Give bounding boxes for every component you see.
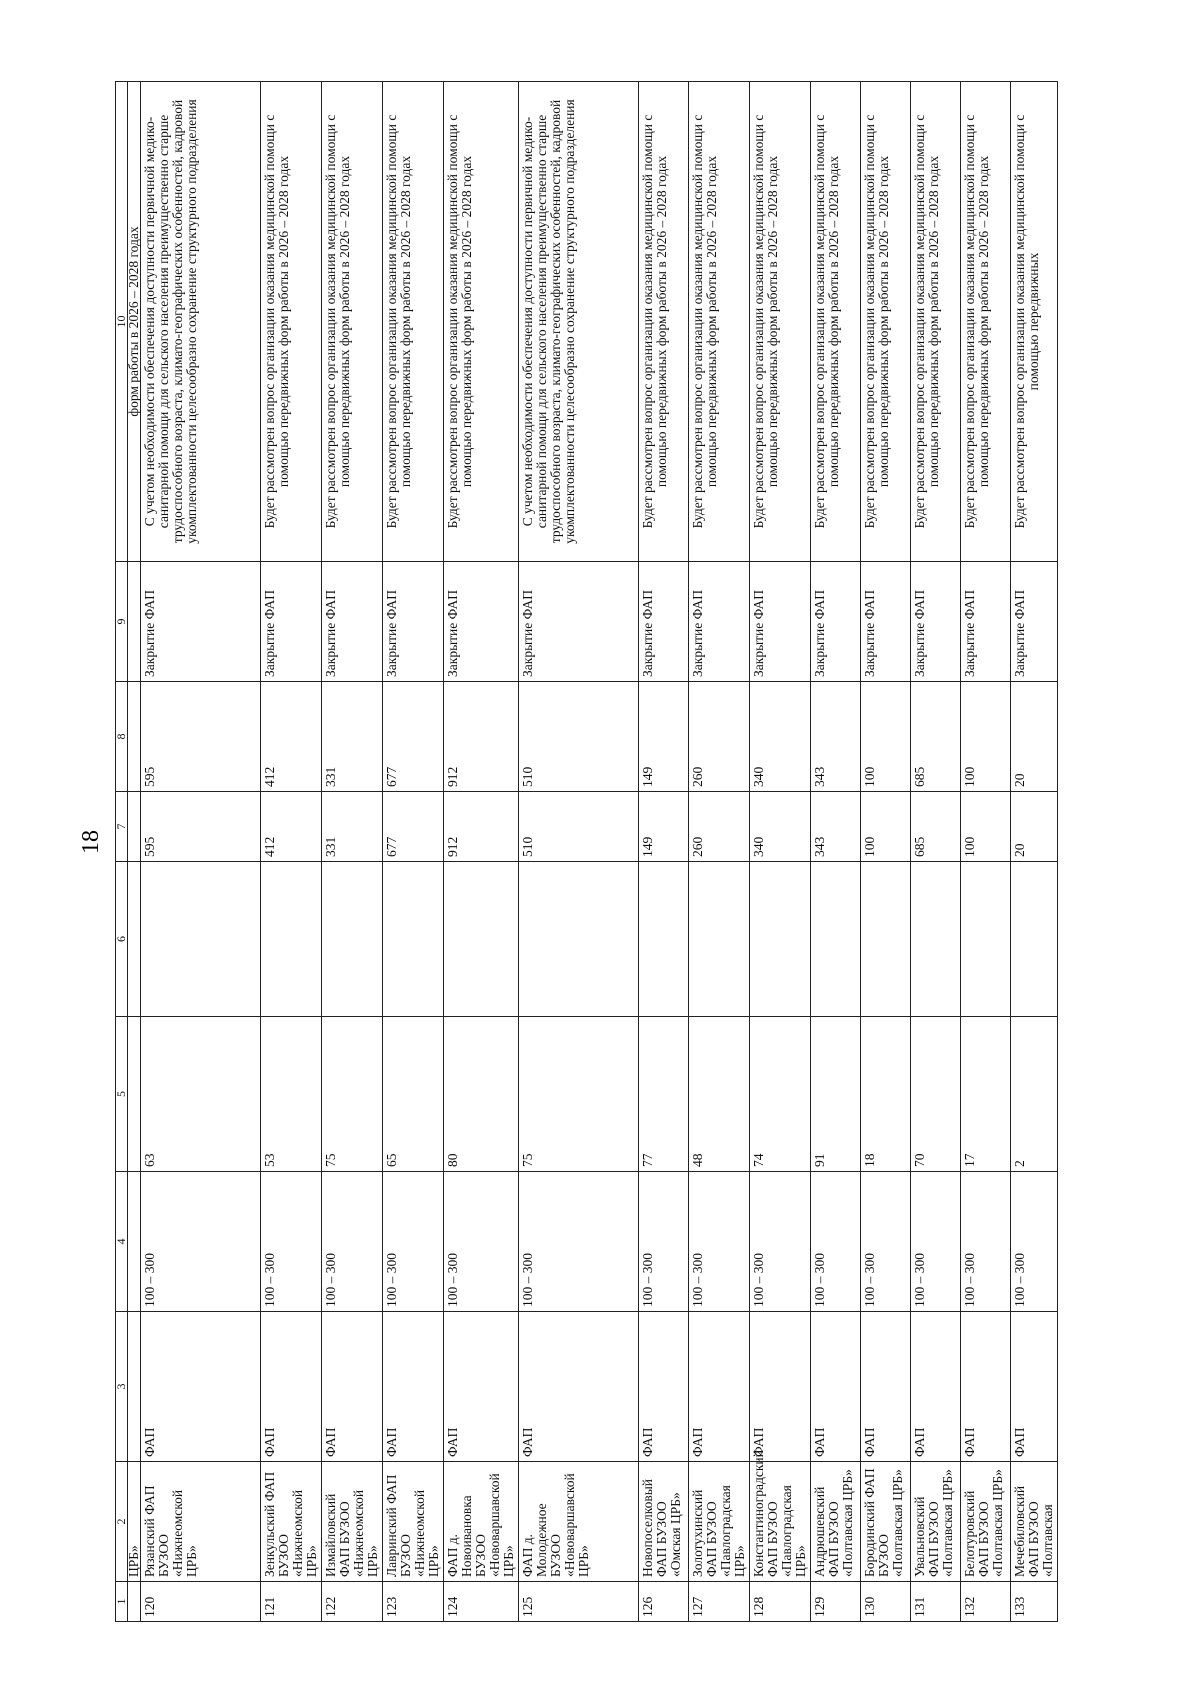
column-number: 5 [116, 1017, 128, 1172]
planned-action: Закрытие ФАП [811, 562, 861, 682]
population-range: 100 – 300 [141, 1172, 261, 1312]
cell-col6 [639, 862, 689, 1017]
facility-name: Константиноградский ФАП БУЗОО «Павлоградская ЦРБ» [750, 1462, 811, 1582]
table-row [322, 82, 383, 1622]
facility-type: ФАП [961, 1312, 1011, 1462]
facility-type: ФАП [750, 1312, 811, 1462]
continuation-cell [128, 1017, 141, 1172]
table-row [639, 82, 689, 1622]
cell-col6 [1011, 862, 1058, 1017]
planned-action: Закрытие ФАП [961, 562, 1011, 682]
cell-col8: 20 [1011, 682, 1058, 792]
cell-col5: 17 [961, 1017, 1011, 1172]
planned-action: Закрытие ФАП [750, 562, 811, 682]
cell-col7: 677 [383, 792, 444, 862]
cell-col5: 70 [911, 1017, 961, 1172]
facility-name: Мечебиловский ФАП БУЗОО «Полтавская [1011, 1462, 1058, 1582]
comment: Будет рассмотрен вопрос организации оказания медицинской помощи с помощью передвижных форм работы в 2026 – 2028 годах [639, 82, 689, 562]
cell-col7: 100 [861, 792, 911, 862]
row-number: 133 [1011, 1582, 1058, 1622]
comment: Будет рассмотрен вопрос организации оказания медицинской помощи с помощью передвижных форм работы в 2026 – 2028 годах [383, 82, 444, 562]
page-number: 18 [77, 830, 104, 854]
cell-col7: 149 [639, 792, 689, 862]
row-number: 132 [961, 1582, 1011, 1622]
cell-col5: 53 [261, 1017, 322, 1172]
facility-type: ФАП [911, 1312, 961, 1462]
cell-col5: 80 [444, 1017, 519, 1172]
facility-name: Рязанский ФАП БУЗОО «Нижнеомской ЦРБ» [141, 1462, 261, 1582]
comment: Будет рассмотрен вопрос организации оказания медицинской помощи с помощью передвижных форм работы в 2026 – 2028 годах [911, 82, 961, 562]
cell-col8: 343 [811, 682, 861, 792]
cell-col5: 48 [689, 1017, 750, 1172]
facility-name: Увальновский ФАП БУЗОО «Полтавская ЦРБ» [911, 1462, 961, 1582]
column-number: 6 [116, 862, 128, 1017]
row-number: 129 [811, 1582, 861, 1622]
comment: С учетом необходимости обеспечения доступности первичной медико-санитарной помощи для сельского населения преимущественно старше трудоспособного возраста, климато-географических особенностей, кадровой укомплектованности целесообразно сохранение структурного подразделения [141, 82, 261, 562]
cell-col8: 340 [750, 682, 811, 792]
facility-name: Бородинский ФАП БУЗОО «Полтавская ЦРБ» [861, 1462, 911, 1582]
facility-type: ФАП [383, 1312, 444, 1462]
row-number: 126 [639, 1582, 689, 1622]
facility-name: Андрюшевский ФАП БУЗОО «Полтавская ЦРБ» [811, 1462, 861, 1582]
population-range: 100 – 300 [961, 1172, 1011, 1312]
row-number: 121 [261, 1582, 322, 1622]
facility-name: ФАП д. Молодежное БУЗОО «Нововаршавской ЦРБ» [519, 1462, 639, 1582]
continuation-cell: ЦРБ» [128, 1462, 141, 1582]
facility-name: Белотуровский ФАП БУЗОО «Полтавская ЦРБ» [961, 1462, 1011, 1582]
row-number: 127 [689, 1582, 750, 1622]
comment: Будет рассмотрен вопрос организации оказания медицинской помощи с помощью передвижных форм работы в 2026 – 2028 годах [861, 82, 911, 562]
planned-action: Закрытие ФАП [444, 562, 519, 682]
comment: Будет рассмотрен вопрос организации оказания медицинской помощи с помощью передвижных форм работы в 2026 – 2028 годах [750, 82, 811, 562]
cell-col6 [141, 862, 261, 1017]
cell-col7: 510 [519, 792, 639, 862]
row-number: 124 [444, 1582, 519, 1622]
planned-action: Закрытие ФАП [383, 562, 444, 682]
continuation-cell [128, 862, 141, 1017]
population-range: 100 – 300 [261, 1172, 322, 1312]
comment: Будет рассмотрен вопрос организации оказания медицинской помощи с помощью передвижных форм работы в 2026 – 2028 годах [261, 82, 322, 562]
comment: Будет рассмотрен вопрос организации оказания медицинской помощи с помощью передвижных форм работы в 2026 – 2028 годах [322, 82, 383, 562]
cell-col5: 91 [811, 1017, 861, 1172]
cell-col8: 149 [639, 682, 689, 792]
facility-type: ФАП [519, 1312, 639, 1462]
continuation-cell [128, 1582, 141, 1622]
cell-col7: 685 [911, 792, 961, 862]
column-number: 8 [116, 682, 128, 792]
row-number: 130 [861, 1582, 911, 1622]
continuation-cell [128, 1312, 141, 1462]
facility-type: ФАП [689, 1312, 750, 1462]
continuation-cell [128, 1172, 141, 1312]
cell-col6 [911, 862, 961, 1017]
facility-type: ФАП [322, 1312, 383, 1462]
planned-action: Закрытие ФАП [689, 562, 750, 682]
comment: Будет рассмотрен вопрос организации оказания медицинской помощи с помощью передвижных форм работы в 2026 – 2028 годах [444, 82, 519, 562]
cell-col5: 77 [639, 1017, 689, 1172]
row-number: 122 [322, 1582, 383, 1622]
cell-col6 [750, 862, 811, 1017]
population-range: 100 – 300 [811, 1172, 861, 1312]
comment: Будет рассмотрен вопрос организации оказания медицинской помощи с помощью передвижных форм работы в 2026 – 2028 годах [689, 82, 750, 562]
cell-col6 [261, 862, 322, 1017]
cell-col5: 63 [141, 1017, 261, 1172]
facility-type: ФАП [1011, 1312, 1058, 1462]
cell-col8: 100 [861, 682, 911, 792]
cell-col6 [383, 862, 444, 1017]
column-number: 9 [116, 562, 128, 682]
cell-col8: 100 [961, 682, 1011, 792]
cell-col8: 412 [261, 682, 322, 792]
cell-col6 [444, 862, 519, 1017]
population-range: 100 – 300 [383, 1172, 444, 1312]
column-number: 7 [116, 792, 128, 862]
planned-action: Закрытие ФАП [1011, 562, 1058, 682]
facility-type: ФАП [444, 1312, 519, 1462]
column-number: 4 [116, 1172, 128, 1312]
cell-col5: 74 [750, 1017, 811, 1172]
continuation-cell [128, 682, 141, 792]
cell-col8: 260 [689, 682, 750, 792]
planned-action: Закрытие ФАП [639, 562, 689, 682]
cell-col5: 65 [383, 1017, 444, 1172]
facility-type: ФАП [141, 1312, 261, 1462]
cell-col6 [861, 862, 911, 1017]
cell-col6 [811, 862, 861, 1017]
planned-action: Закрытие ФАП [911, 562, 961, 682]
cell-col8: 595 [141, 682, 261, 792]
planned-action: Закрытие ФАП [261, 562, 322, 682]
comment: Будет рассмотрен вопрос организации оказания медицинской помощи с помощью передвижных форм работы в 2026 – 2028 годах [961, 82, 1011, 562]
planned-action: Закрытие ФАП [519, 562, 639, 682]
cell-col7: 20 [1011, 792, 1058, 862]
cell-col8: 510 [519, 682, 639, 792]
column-number: 3 [116, 1312, 128, 1462]
population-range: 100 – 300 [322, 1172, 383, 1312]
cell-col8: 677 [383, 682, 444, 792]
cell-col7: 260 [689, 792, 750, 862]
facility-type: ФАП [861, 1312, 911, 1462]
row-number: 123 [383, 1582, 444, 1622]
cell-col7: 595 [141, 792, 261, 862]
cell-col6 [519, 862, 639, 1017]
continuation-cell [128, 792, 141, 862]
population-range: 100 – 300 [750, 1172, 811, 1312]
facility-name: Лавринский ФАП БУЗОО «Нижнеомской ЦРБ» [383, 1462, 444, 1582]
facility-name: Измайловский ФАП БУЗОО «Нижнеомской ЦРБ» [322, 1462, 383, 1582]
table-row [689, 82, 750, 1622]
row-number: 120 [141, 1582, 261, 1622]
planned-action: Закрытие ФАП [861, 562, 911, 682]
planned-action: Закрытие ФАП [141, 562, 261, 682]
cell-col7: 100 [961, 792, 1011, 862]
table-row [811, 82, 861, 1622]
table-row [141, 82, 261, 1622]
cell-col5: 18 [861, 1017, 911, 1172]
cell-col6 [689, 862, 750, 1017]
column-number: 1 [116, 1582, 128, 1622]
table-row [444, 82, 519, 1622]
comment: С учетом необходимости обеспечения доступности первичной медико-санитарной помощи для сельского населения преимущественно старше трудоспособного возраста, климато-географических особенностей, кадровой укомплектованности целесообразно сохранение структурного подразделения [519, 82, 639, 562]
row-number: 131 [911, 1582, 961, 1622]
column-number: 10 [116, 82, 128, 562]
cell-col7: 331 [322, 792, 383, 862]
cell-col8: 331 [322, 682, 383, 792]
cell-col7: 912 [444, 792, 519, 862]
facility-name: Новопоселковый ФАП БУЗОО «Омская ЦРБ» [639, 1462, 689, 1582]
facility-name: Зенкульский ФАП БУЗОО «Нижнеомской ЦРБ» [261, 1462, 322, 1582]
table-row [1011, 82, 1058, 1622]
population-range: 100 – 300 [689, 1172, 750, 1312]
continuation-row [128, 82, 141, 1622]
row-number: 128 [750, 1582, 811, 1622]
continuation-cell [128, 562, 141, 682]
table-row [519, 82, 639, 1622]
population-range: 100 – 300 [861, 1172, 911, 1312]
facility-name: Золотухинский ФАП БУЗОО «Павлоградская ЦРБ» [689, 1462, 750, 1582]
cell-col7: 340 [750, 792, 811, 862]
comment: Будет рассмотрен вопрос организации оказания медицинской помощи с помощью передвижных форм работы в 2026 – 2028 годах [811, 82, 861, 562]
cell-col7: 412 [261, 792, 322, 862]
cell-col8: 912 [444, 682, 519, 792]
population-range: 100 – 300 [911, 1172, 961, 1312]
facilities-table [115, 81, 1058, 1622]
population-range: 100 – 300 [519, 1172, 639, 1312]
table-row [383, 82, 444, 1622]
table-row [961, 82, 1011, 1622]
facility-type: ФАП [261, 1312, 322, 1462]
rotated-table-wrapper [115, 82, 1055, 1622]
row-number: 125 [519, 1582, 639, 1622]
population-range: 100 – 300 [639, 1172, 689, 1312]
table-row [861, 82, 911, 1622]
population-range: 100 – 300 [1011, 1172, 1058, 1312]
facility-name: ФАП д. Новоивановка БУЗОО «Нововаршавской ЦРБ» [444, 1462, 519, 1582]
table-row [750, 82, 811, 1622]
cell-col6 [961, 862, 1011, 1017]
facility-type: ФАП [811, 1312, 861, 1462]
planned-action: Закрытие ФАП [322, 562, 383, 682]
cell-col7: 343 [811, 792, 861, 862]
comment: Будет рассмотрен вопрос организации оказания медицинской помощи с помощью передвижных [1011, 82, 1058, 562]
table-row [261, 82, 322, 1622]
facility-type: ФАП [639, 1312, 689, 1462]
cell-col6 [322, 862, 383, 1017]
continuation-cell: форм работы в 2026 – 2028 годах [128, 82, 141, 562]
population-range: 100 – 300 [444, 1172, 519, 1312]
cell-col5: 75 [322, 1017, 383, 1172]
cell-col8: 685 [911, 682, 961, 792]
cell-col5: 75 [519, 1017, 639, 1172]
table-row [911, 82, 961, 1622]
cell-col5: 2 [1011, 1017, 1058, 1172]
column-number: 2 [116, 1462, 128, 1582]
